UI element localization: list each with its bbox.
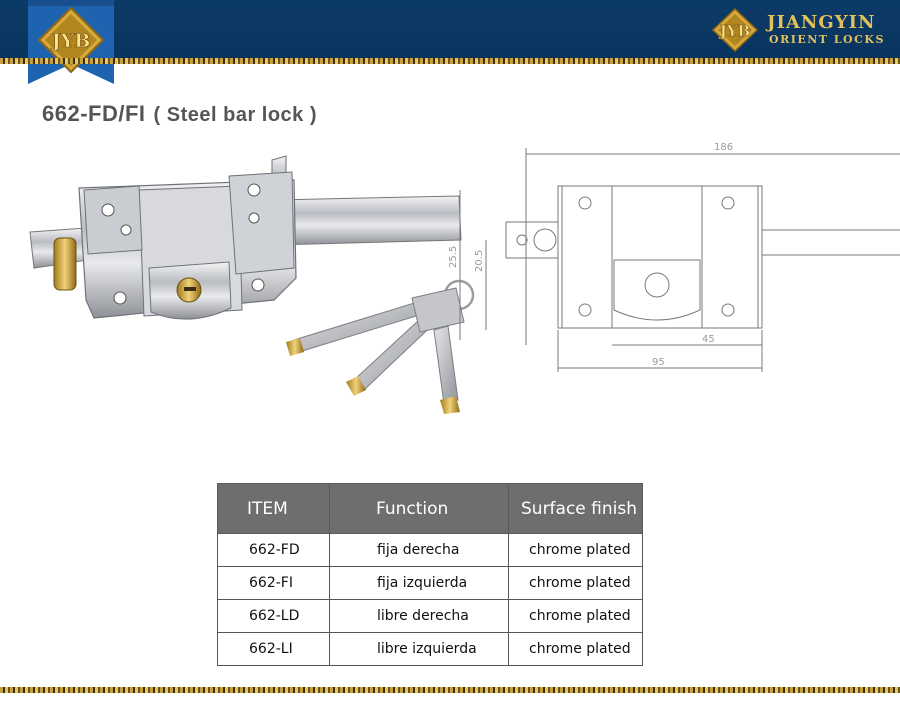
- dim-width: 186: [714, 142, 734, 153]
- gold-divider-top: [0, 58, 900, 64]
- model-number: 662-FD/FI: [42, 101, 146, 126]
- cell-function: libre derecha: [330, 600, 509, 633]
- brand-subtitle: ORIENT LOCKS: [769, 33, 885, 46]
- product-description: ( Steel bar lock ): [153, 104, 318, 126]
- cell-finish: chrome plated: [509, 600, 643, 633]
- column-header-surface-finish: Surface finish: [509, 484, 643, 534]
- cell-finish: chrome plated: [509, 633, 643, 666]
- dim-height-2: 20.5: [474, 249, 485, 272]
- table-row: [218, 534, 643, 567]
- technical-drawing: [448, 140, 900, 380]
- cell-item: 662-FD: [218, 534, 330, 567]
- cell-item: 662-LD: [218, 600, 330, 633]
- column-header-item: ITEM: [218, 484, 330, 534]
- ribbon-logo-text: JYB: [51, 30, 91, 52]
- jyb-ribbon-logo: [28, 0, 114, 84]
- table-row: [218, 633, 643, 666]
- cell-function: libre izquierda: [330, 633, 509, 666]
- dim-bottom-1: 45: [702, 334, 715, 345]
- cell-item: 662-FI: [218, 567, 330, 600]
- cell-finish: chrome plated: [509, 567, 643, 600]
- spec-table: [217, 483, 643, 666]
- cell-function: fija izquierda: [330, 567, 509, 600]
- brand-name: JIANGYIN: [767, 12, 876, 33]
- table-row: [218, 567, 643, 600]
- gold-divider-bottom: [0, 687, 900, 693]
- column-header-function: Function: [330, 484, 509, 534]
- cell-item: 662-LI: [218, 633, 330, 666]
- cell-finish: chrome plated: [509, 534, 643, 567]
- table-row: [218, 600, 643, 633]
- product-photo: [24, 150, 494, 420]
- page-title: [42, 101, 317, 127]
- dim-height-1: 25.5: [448, 245, 459, 268]
- brand-logo-text: JYB: [719, 22, 751, 40]
- table-header-row: [218, 484, 643, 534]
- dim-bottom-2: 95: [652, 357, 665, 368]
- cell-function: fija derecha: [330, 534, 509, 567]
